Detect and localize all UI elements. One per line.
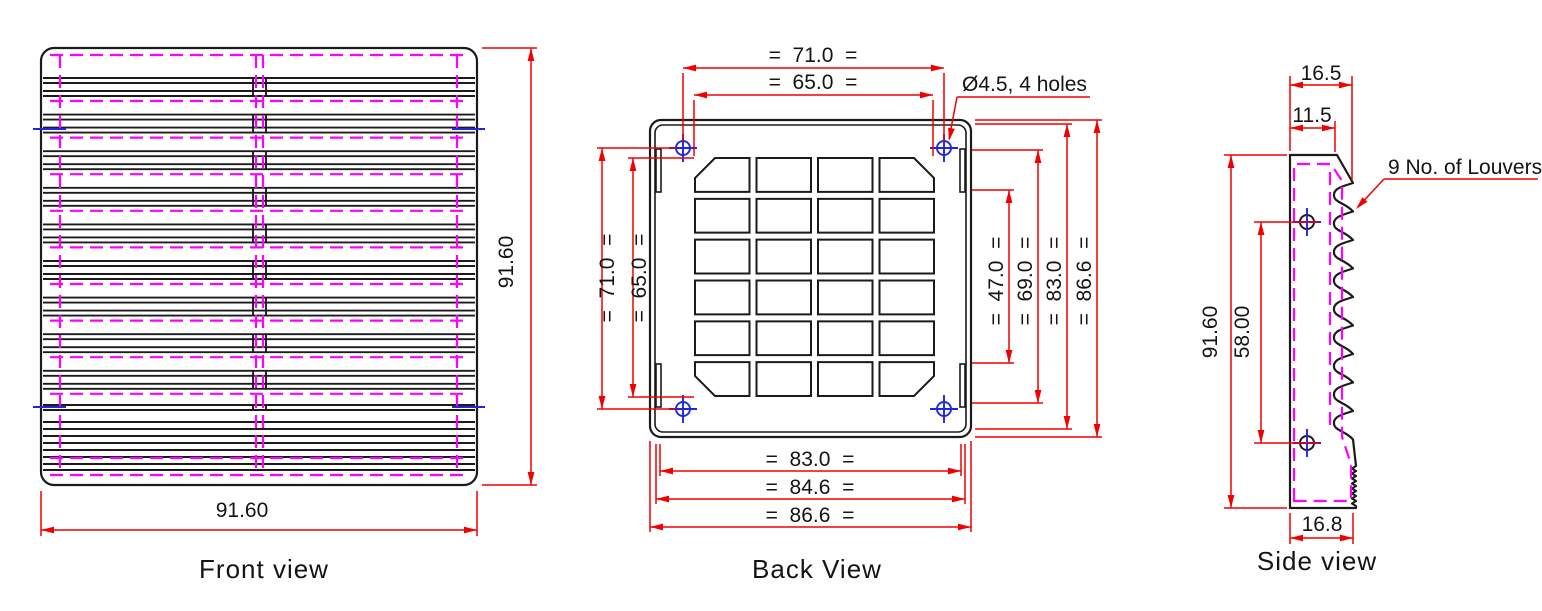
grid-cell (818, 321, 873, 355)
back-mounting-holes (669, 134, 958, 423)
back-dim-bottom-846: = 84.6 = (765, 476, 855, 499)
side-profile-outline (1290, 155, 1356, 508)
hidden-profile (1294, 164, 1351, 501)
grid-cell (757, 280, 812, 314)
dim-arrow (1064, 416, 1071, 429)
side-mounting-holes (1293, 208, 1321, 457)
back-dim-right-47: = 47.0 = (985, 236, 1008, 326)
dim-arrow (41, 527, 54, 534)
grid-cell (695, 240, 750, 274)
back-dim-top-opening: = 65.0 = (768, 71, 858, 94)
dim-arrow (1006, 190, 1013, 203)
dim-arrow (464, 527, 477, 534)
side-dim-depth-inner: 11.5 (1292, 104, 1332, 127)
grid-cell (695, 158, 750, 192)
side-view (1199, 62, 1542, 576)
back-notch (960, 364, 965, 407)
grid-cell (880, 321, 935, 355)
grid-cell (757, 240, 812, 274)
side-dim-base-depth: 16.8 (1301, 513, 1343, 536)
dim-arrow (656, 496, 669, 503)
front-dimensions (41, 48, 537, 536)
grid-cell (880, 362, 935, 396)
grid-cell (757, 321, 812, 355)
dim-arrow (599, 148, 606, 161)
grid-cell (695, 362, 750, 396)
side-dim-hole-spacing: 58.00 (1231, 305, 1254, 359)
grid-cell (818, 280, 873, 314)
dim-arrow (683, 65, 696, 72)
back-dim-top-holes: = 71.0 = (768, 44, 858, 67)
grid-cell (880, 280, 935, 314)
back-dim-left-opening: = 65.0 = (628, 233, 651, 323)
dim-arrow (1094, 120, 1101, 133)
side-dim-depth-outer: 16.5 (1300, 62, 1342, 85)
dim-arrow (599, 396, 606, 409)
dim-arrow (1258, 222, 1265, 235)
grid-cell (818, 240, 873, 274)
grid-cell (818, 158, 873, 192)
dim-arrow (1035, 390, 1042, 403)
grid-cell (880, 199, 935, 233)
back-dim-right-86: = 86.6 = (1073, 236, 1096, 326)
front-view (33, 48, 537, 584)
dim-arrow (630, 384, 637, 397)
grid-cell (757, 362, 812, 396)
grid-cell (757, 199, 812, 233)
dim-arrow (528, 472, 535, 485)
dim-arrow (1228, 495, 1235, 508)
back-view (596, 44, 1102, 584)
dim-arrow (931, 65, 944, 72)
grid-cell (818, 199, 873, 233)
front-width-dimension: 91.60 (215, 499, 269, 522)
grid-cell (880, 158, 935, 192)
dim-arrow (948, 468, 961, 475)
front-centerline-marks (33, 129, 485, 407)
grid-cell (880, 240, 935, 274)
back-filter-grid (695, 158, 934, 396)
back-notch (960, 149, 965, 192)
grid-cell (695, 321, 750, 355)
back-dim-right-69: = 69.0 = (1014, 236, 1037, 326)
back-view-title: Back View (752, 554, 882, 584)
dim-arrow (958, 524, 971, 531)
grid-cell (695, 280, 750, 314)
dim-arrow (660, 468, 673, 475)
back-dim-bottom-83: = 83.0 = (765, 448, 855, 471)
dim-arrow (1258, 430, 1265, 443)
dim-arrow (1035, 150, 1042, 163)
dim-arrow (630, 158, 637, 171)
dim-arrow (920, 92, 933, 99)
grid-cell (757, 158, 812, 192)
side-hidden-lines (1294, 164, 1351, 501)
dim-arrow (1228, 155, 1235, 168)
dim-arrow (694, 92, 707, 99)
back-notch (656, 149, 661, 192)
side-dim-height: 91.60 (1199, 305, 1222, 359)
dim-arrow (952, 496, 965, 503)
dim-arrow (1094, 424, 1101, 437)
grid-cell (818, 362, 873, 396)
grid-cell (695, 199, 750, 233)
side-dimensions (1224, 76, 1538, 544)
back-dim-bottom-866: = 86.6 = (765, 504, 855, 527)
dim-arrow (528, 48, 535, 61)
side-louver-note: 9 No. of Louvers (1388, 156, 1542, 179)
back-notch (656, 364, 661, 407)
leader-arrow (948, 128, 955, 141)
dim-arrow (1006, 350, 1013, 363)
back-dim-right-83: = 83.0 = (1043, 236, 1066, 326)
back-dim-left-holes: = 71.0 = (596, 233, 619, 323)
side-view-title: Side view (1256, 546, 1378, 576)
front-view-title: Front view (199, 554, 329, 584)
dim-arrow (650, 524, 663, 531)
back-hole-note: Ø4.5, 4 holes (962, 73, 1087, 96)
dim-arrow (1064, 124, 1071, 137)
front-height-dimension: 91.60 (495, 235, 518, 289)
